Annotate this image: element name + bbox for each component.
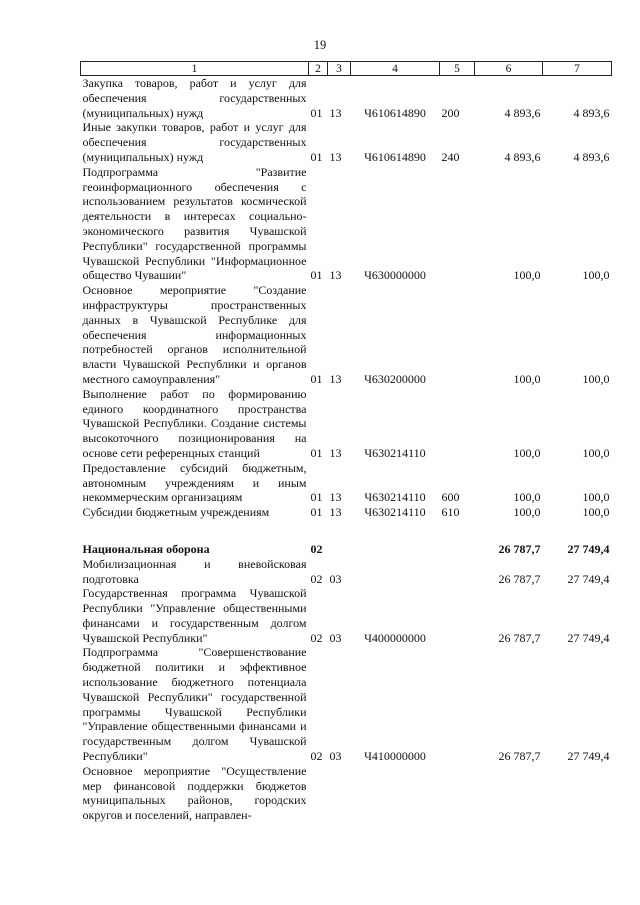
row-subsection: 13 — [329, 105, 342, 120]
row-amount-2: 100,0 — [582, 268, 610, 283]
row-subsection — [328, 764, 351, 823]
row-subsection: 13 — [329, 268, 342, 283]
row-name: Предоставление субсидий бюджетным, автономным учреждениям и иным некоммерческим организациям — [82, 460, 307, 505]
row-target-code — [351, 764, 440, 823]
row-expense-type — [440, 586, 475, 645]
row-amount-2: 27 749,4 — [567, 630, 610, 645]
row-name: Государственная программа Чувашской Республики "Управление общественными финансами и государственным долгом Чувашской Республики" — [82, 586, 307, 645]
table-row — [81, 120, 612, 164]
page-number: 19 — [313, 38, 327, 52]
row-amount-2: 100,0 — [582, 445, 610, 460]
row-name: Субсидии бюджетным учреждениям — [82, 505, 270, 520]
row-target-code: Ч630214110 — [364, 445, 426, 460]
row-amount-1: 100,0 — [513, 505, 541, 520]
row-amount-2: 100,0 — [582, 505, 610, 520]
row-expense-type — [440, 542, 475, 557]
row-target-code: Ч630000000 — [364, 268, 426, 283]
header-col-1: 1 — [81, 62, 309, 76]
table-row — [81, 586, 612, 645]
row-amount-2: 27 749,4 — [567, 749, 610, 764]
table-row-section-total — [81, 542, 612, 557]
table-row — [81, 557, 612, 587]
header-col-2: 2 — [309, 62, 328, 76]
row-amount-2: 100,0 — [582, 490, 610, 505]
row-section: 01 — [310, 445, 323, 460]
table-row — [81, 461, 612, 505]
row-subsection: 03 — [329, 749, 342, 764]
row-name: Мобилизационная и вневойсковая подготовка — [82, 556, 307, 586]
row-name: Национальная оборона — [82, 541, 210, 556]
row-expense-type: 200 — [441, 105, 460, 120]
row-section: 01 — [310, 505, 323, 520]
row-amount-1: 26 787,7 — [498, 571, 541, 586]
row-target-code: Ч630214110 — [364, 505, 426, 520]
row-target-code: Ч410000000 — [364, 749, 426, 764]
row-section: 01 — [310, 268, 323, 283]
table-row — [81, 645, 612, 763]
row-name: Основное мероприятие "Осуществление мер финансовой поддержки бюджетов муниципальных районов, городских округов и поселений, направлен- — [82, 763, 307, 823]
row-section: 01 — [310, 149, 323, 164]
header-col-5: 5 — [440, 62, 475, 76]
row-target-code: Ч610614890 — [364, 105, 426, 120]
row-subsection: 13 — [329, 490, 342, 505]
row-section: 01 — [310, 490, 323, 505]
row-target-code: Ч630214110 — [364, 490, 426, 505]
row-expense-type: 610 — [441, 505, 460, 520]
table-row — [81, 764, 612, 823]
row-subsection: 13 — [329, 445, 342, 460]
row-name: Закупка товаров, работ и услуг для обеспечения государственных (муниципальных) нужд — [82, 76, 307, 120]
row-section: 01 — [310, 371, 323, 386]
row-amount-2: 27 749,4 — [567, 541, 610, 556]
table-row — [81, 165, 612, 283]
row-section: 02 — [310, 541, 323, 556]
row-expense-type: 240 — [441, 149, 460, 164]
table-row — [81, 505, 612, 520]
row-expense-type — [440, 557, 475, 587]
row-expense-type: 600 — [441, 490, 460, 505]
row-section — [309, 764, 328, 823]
row-target-code: Ч630200000 — [364, 371, 426, 386]
row-expense-type — [440, 387, 475, 461]
row-amount-1: 26 787,7 — [498, 749, 541, 764]
row-target-code: Ч400000000 — [364, 630, 426, 645]
row-amount-1: 26 787,7 — [498, 541, 541, 556]
header-col-7: 7 — [543, 62, 612, 76]
header-col-3: 3 — [328, 62, 351, 76]
row-section: 01 — [310, 105, 323, 120]
row-name: Основное мероприятие "Создание инфраструктуры пространственных данных в Чувашской Республике для обеспечения информационных потребностей органов исполнительной власти Чувашской Республики и органов местного самоуправления" — [82, 283, 307, 386]
row-subsection: 13 — [329, 371, 342, 386]
row-subsection: 03 — [329, 571, 342, 586]
row-target-code — [351, 557, 440, 587]
row-section: 02 — [310, 749, 323, 764]
row-subsection: 13 — [329, 505, 342, 520]
row-amount-2: 4 893,6 — [573, 149, 610, 164]
table-row — [81, 387, 612, 461]
row-name: Выполнение работ по формированию единого координатного пространства Чувашской Республики. Создание системы высокоточного позиционирования на основе сети референцных станций — [82, 386, 307, 460]
table-header-row — [81, 62, 612, 76]
table-row — [81, 283, 612, 387]
row-name: Иные закупки товаров, работ и услуг для обеспечения государственных (муниципальных) нужд — [82, 120, 307, 164]
row-subsection: 13 — [329, 149, 342, 164]
row-expense-type — [440, 645, 475, 763]
table-row — [81, 76, 612, 121]
row-expense-type — [440, 764, 475, 823]
row-target-code — [351, 542, 440, 557]
row-amount-2: 27 749,4 — [567, 571, 610, 586]
row-amount-2: 100,0 — [582, 371, 610, 386]
row-amount-1: 100,0 — [513, 490, 541, 505]
row-amount-1: 100,0 — [513, 268, 541, 283]
row-amount-1: 26 787,7 — [498, 630, 541, 645]
row-amount-1: 100,0 — [513, 371, 541, 386]
row-amount-2: 4 893,6 — [573, 105, 610, 120]
row-name: Подпрограмма "Развитие геоинформационного обеспечения с использованием результатов космической деятельности в интересах социально-экономического развития Чувашской Республики" государственной программы Чувашской Республики "Информационное общество Чувашии" — [82, 164, 307, 283]
row-section: 02 — [310, 630, 323, 645]
row-expense-type — [440, 165, 475, 283]
row-target-code: Ч610614890 — [364, 149, 426, 164]
row-amount-1: 4 893,6 — [504, 149, 541, 164]
row-amount-2 — [543, 764, 612, 823]
row-amount-1: 4 893,6 — [504, 105, 541, 120]
row-subsection: 03 — [329, 630, 342, 645]
row-section: 02 — [310, 571, 323, 586]
row-name: Подпрограмма "Совершенствование бюджетной политики и эффективное использование бюджетного потенциала Чувашской Республики" государственной программы Чувашской Республики "Управление общественными финансами и государственным долгом Чувашской Республики" — [82, 645, 307, 764]
row-expense-type — [440, 283, 475, 387]
budget-table — [80, 61, 612, 823]
section-spacer — [81, 520, 612, 542]
row-subsection — [328, 542, 351, 557]
header-col-6: 6 — [475, 62, 543, 76]
header-col-4: 4 — [351, 62, 440, 76]
row-amount-1: 100,0 — [513, 445, 541, 460]
row-amount-1 — [475, 764, 543, 823]
